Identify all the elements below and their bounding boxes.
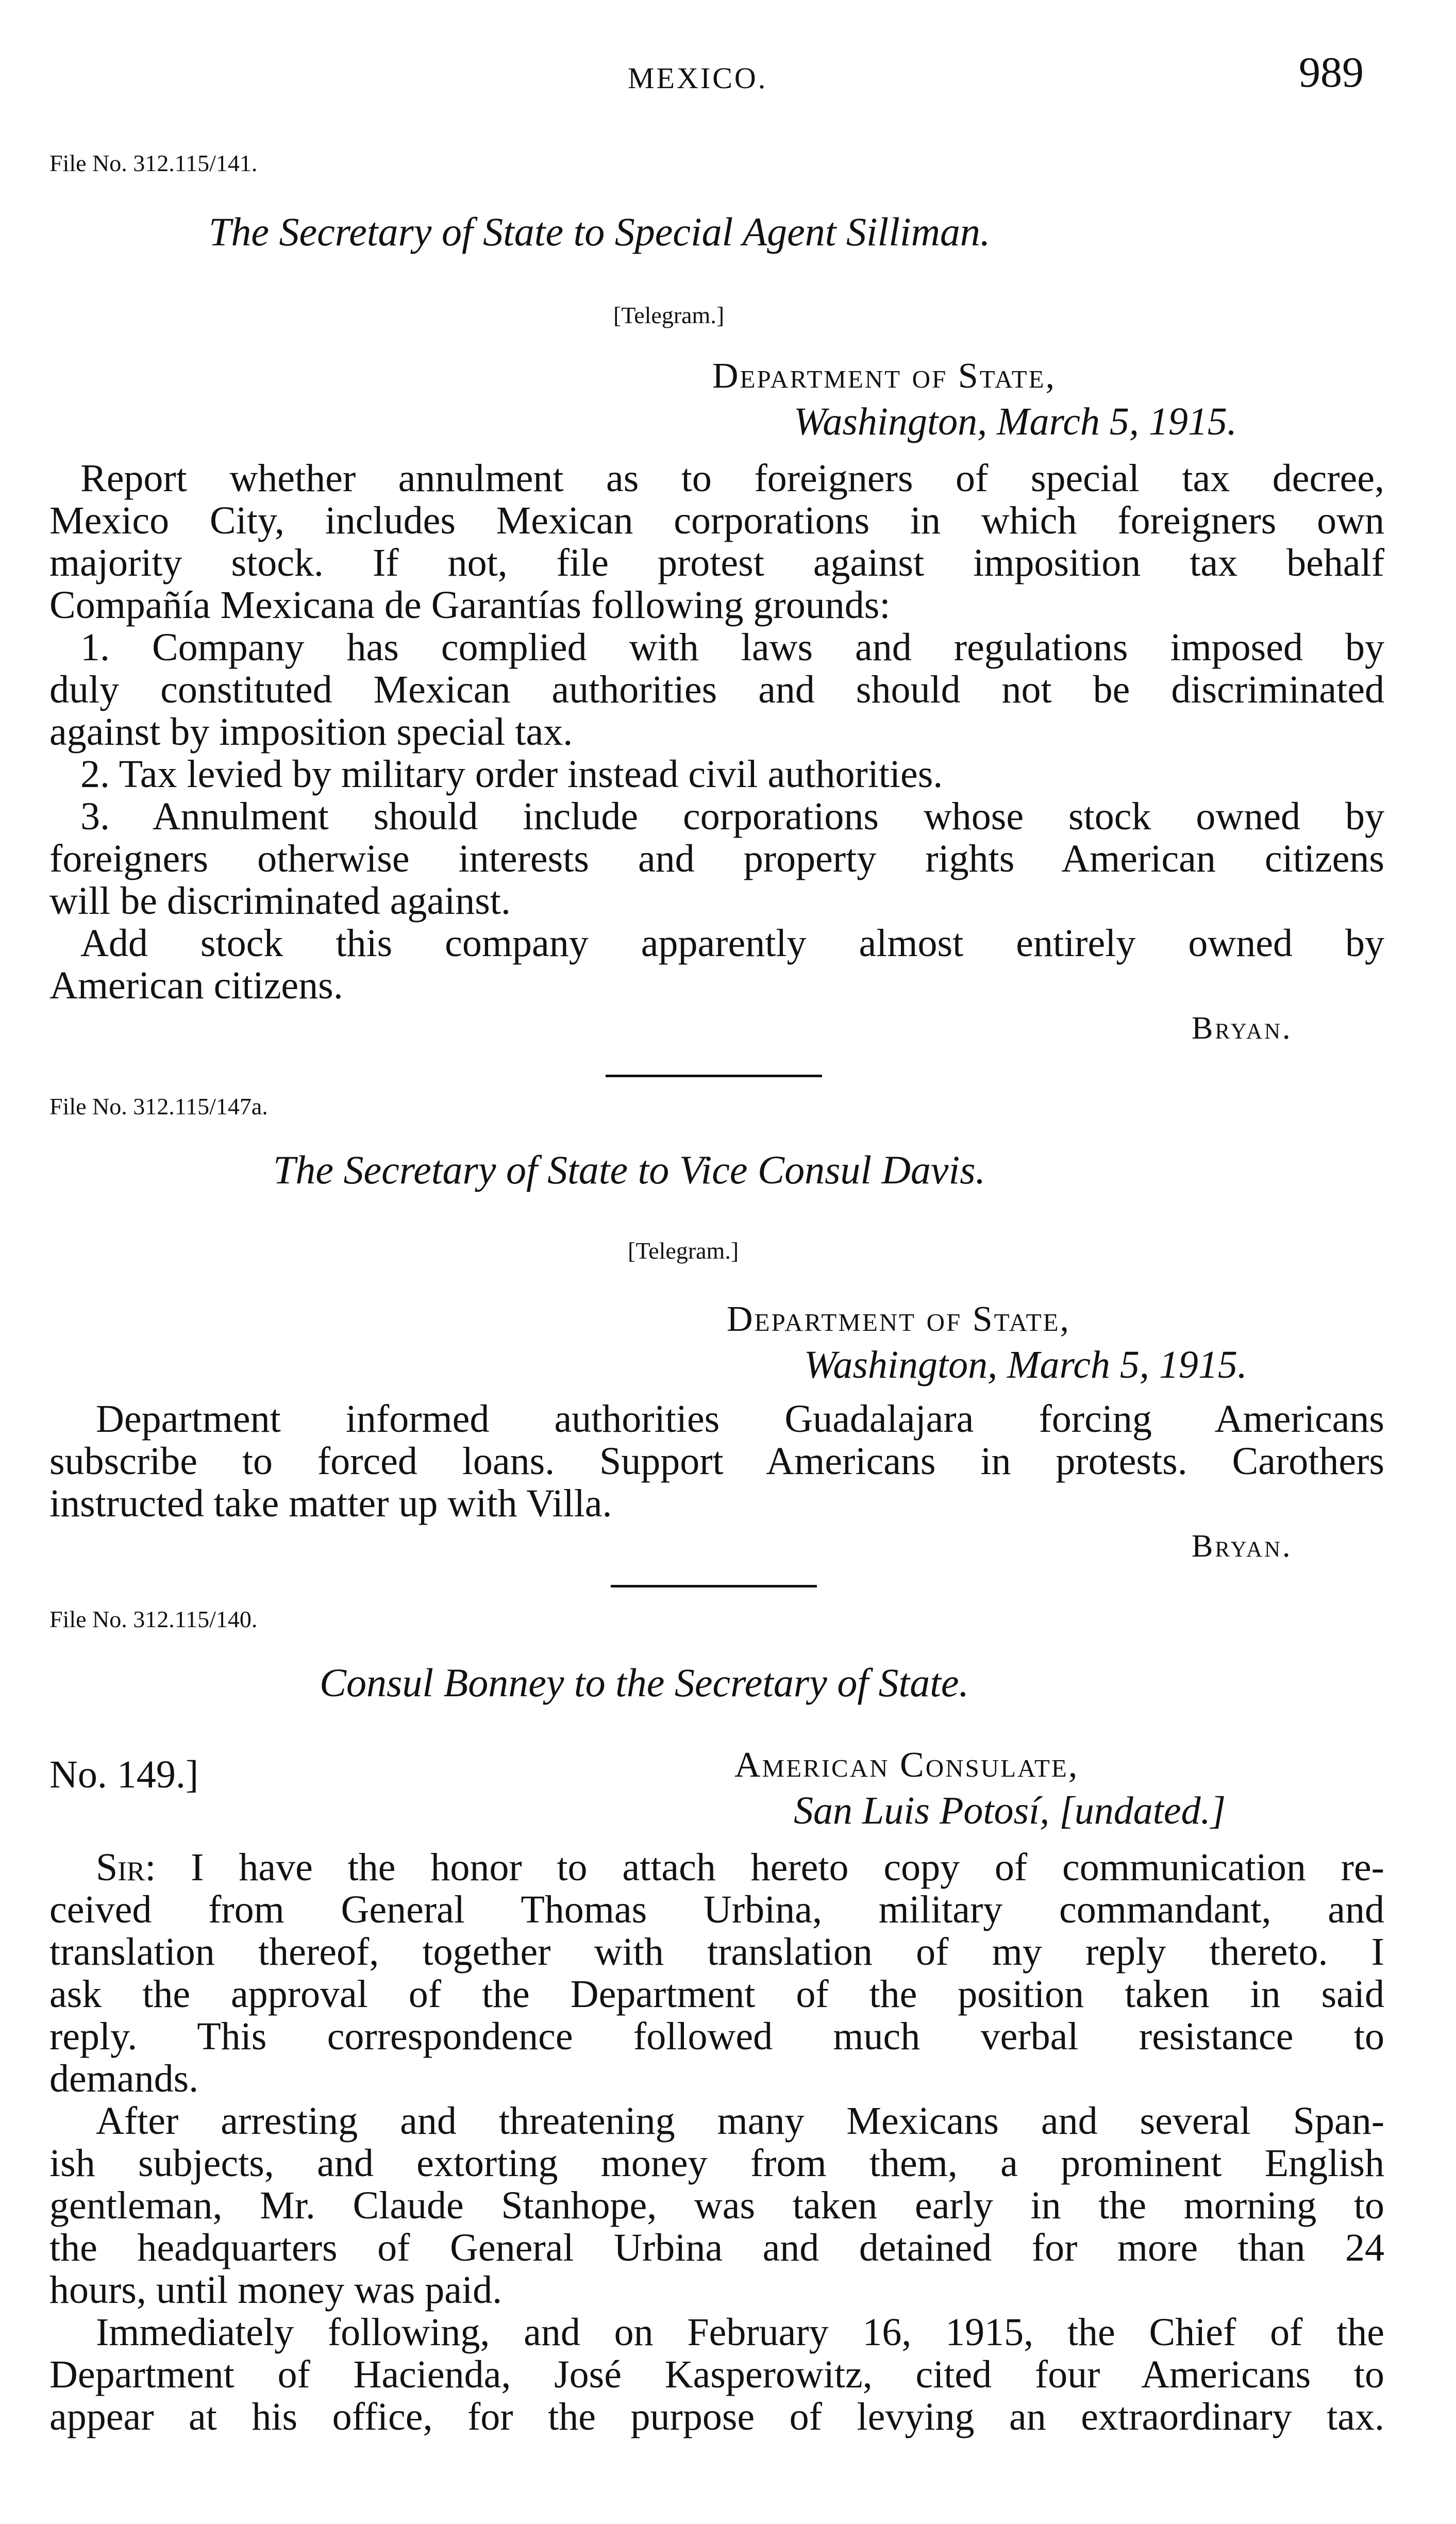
body-line: ceived from General Thomas Urbina, military commandant, and [49,1888,1384,1931]
body-line: Compañía Mexicana de Garantías following grounds: [49,583,891,627]
telegram-note: [Telegram.] [628,1238,739,1264]
running-title: MEXICO. [628,61,768,95]
dateline: Washington, March 5, 1915. [794,400,1237,443]
body-line: Report whether annulment as to foreigners of special tax decree, [80,457,1384,500]
body-line: ask the approval of the Department of the position taken in said [49,1973,1384,2016]
salutation: Sir: [96,1846,156,1889]
body-line: foreigners otherwise interests and property rights American citizens [49,837,1384,880]
section-divider [611,1585,817,1587]
body-line: reply. This correspondence followed much verbal resistance to [49,2015,1384,2058]
department-heading: Department of State, [727,1299,1071,1339]
body-line: 3. Annulment should include corporations whose stock owned by [80,795,1384,838]
telegram-note: [Telegram.] [613,302,725,328]
body-line: Mexico City, includes Mexican corporations in which foreigners own [49,499,1384,542]
despatch-number: No. 149.] [49,1753,199,1796]
body-line: 2. Tax levied by military order instead civil authorities. [80,753,943,796]
body-line: Add stock this company apparently almost entirely owned by [80,922,1384,965]
body-line: subscribe to forced loans. Support Americans in protests. Carothers [49,1440,1384,1483]
file-number: File No. 312.115/140. [49,1606,258,1632]
document-title: The Secretary of State to Special Agent Silliman. [209,209,991,254]
document-title: Consul Bonney to the Secretary of State. [320,1660,969,1705]
body-line: will be discriminated against. [49,879,511,923]
body-line: After arresting and threatening many Mexicans and several Span- [96,2099,1384,2143]
body-line [49,1848,1384,1887]
body-line: Department informed authorities Guadalajara forcing Americans [96,1397,1384,1441]
body-line: hours, until money was paid. [49,2268,503,2312]
file-number: File No. 312.115/141. [49,150,258,176]
department-heading: Department of State, [712,356,1057,396]
body-line: duly constituted Mexican authorities and should not be discriminated [49,668,1384,711]
body-line: appear at his office, for the purpose of levying an extraordinary tax. [49,2395,1384,2438]
document-title: The Secretary of State to Vice Consul Davis. [273,1147,986,1192]
body-line: instructed take matter up with Villa. [49,1482,612,1525]
body-line: majority stock. If not, file protest against imposition tax behalf [49,541,1384,584]
body-line: 1. Company has complied with laws and regulations imposed by [80,626,1384,669]
body-text: I have the honor to attach hereto copy of communication re- [156,1846,1384,1889]
body-line: against by imposition special tax. [49,710,573,754]
body-line: gentleman, Mr. Claude Stanhope, was taken early in the morning to [49,2184,1384,2227]
section-divider [606,1075,822,1077]
body-line: Department of Hacienda, José Kasperowitz, cited four Americans to [49,2353,1384,2396]
office-heading: American Consulate, [734,1745,1079,1785]
file-number: File No. 312.115/147a. [49,1093,268,1119]
signature: Bryan. [1192,1529,1293,1564]
dateline: San Luis Potosí, [undated.] [794,1789,1226,1832]
page-number: 989 [1299,48,1364,96]
signature: Bryan. [1192,1011,1293,1046]
body-line: American citizens. [49,964,343,1007]
body-line: the headquarters of General Urbina and detained for more than 24 [49,2226,1384,2269]
body-line: Immediately following, and on February 16, 1915, the Chief of the [96,2311,1384,2354]
body-line: demands. [49,2057,199,2100]
dateline: Washington, March 5, 1915. [804,1343,1247,1386]
body-line: translation thereof, together with translation of my reply thereto. I [49,1930,1384,1974]
body-line: ish subjects, and extorting money from them, a prominent English [49,2142,1384,2185]
